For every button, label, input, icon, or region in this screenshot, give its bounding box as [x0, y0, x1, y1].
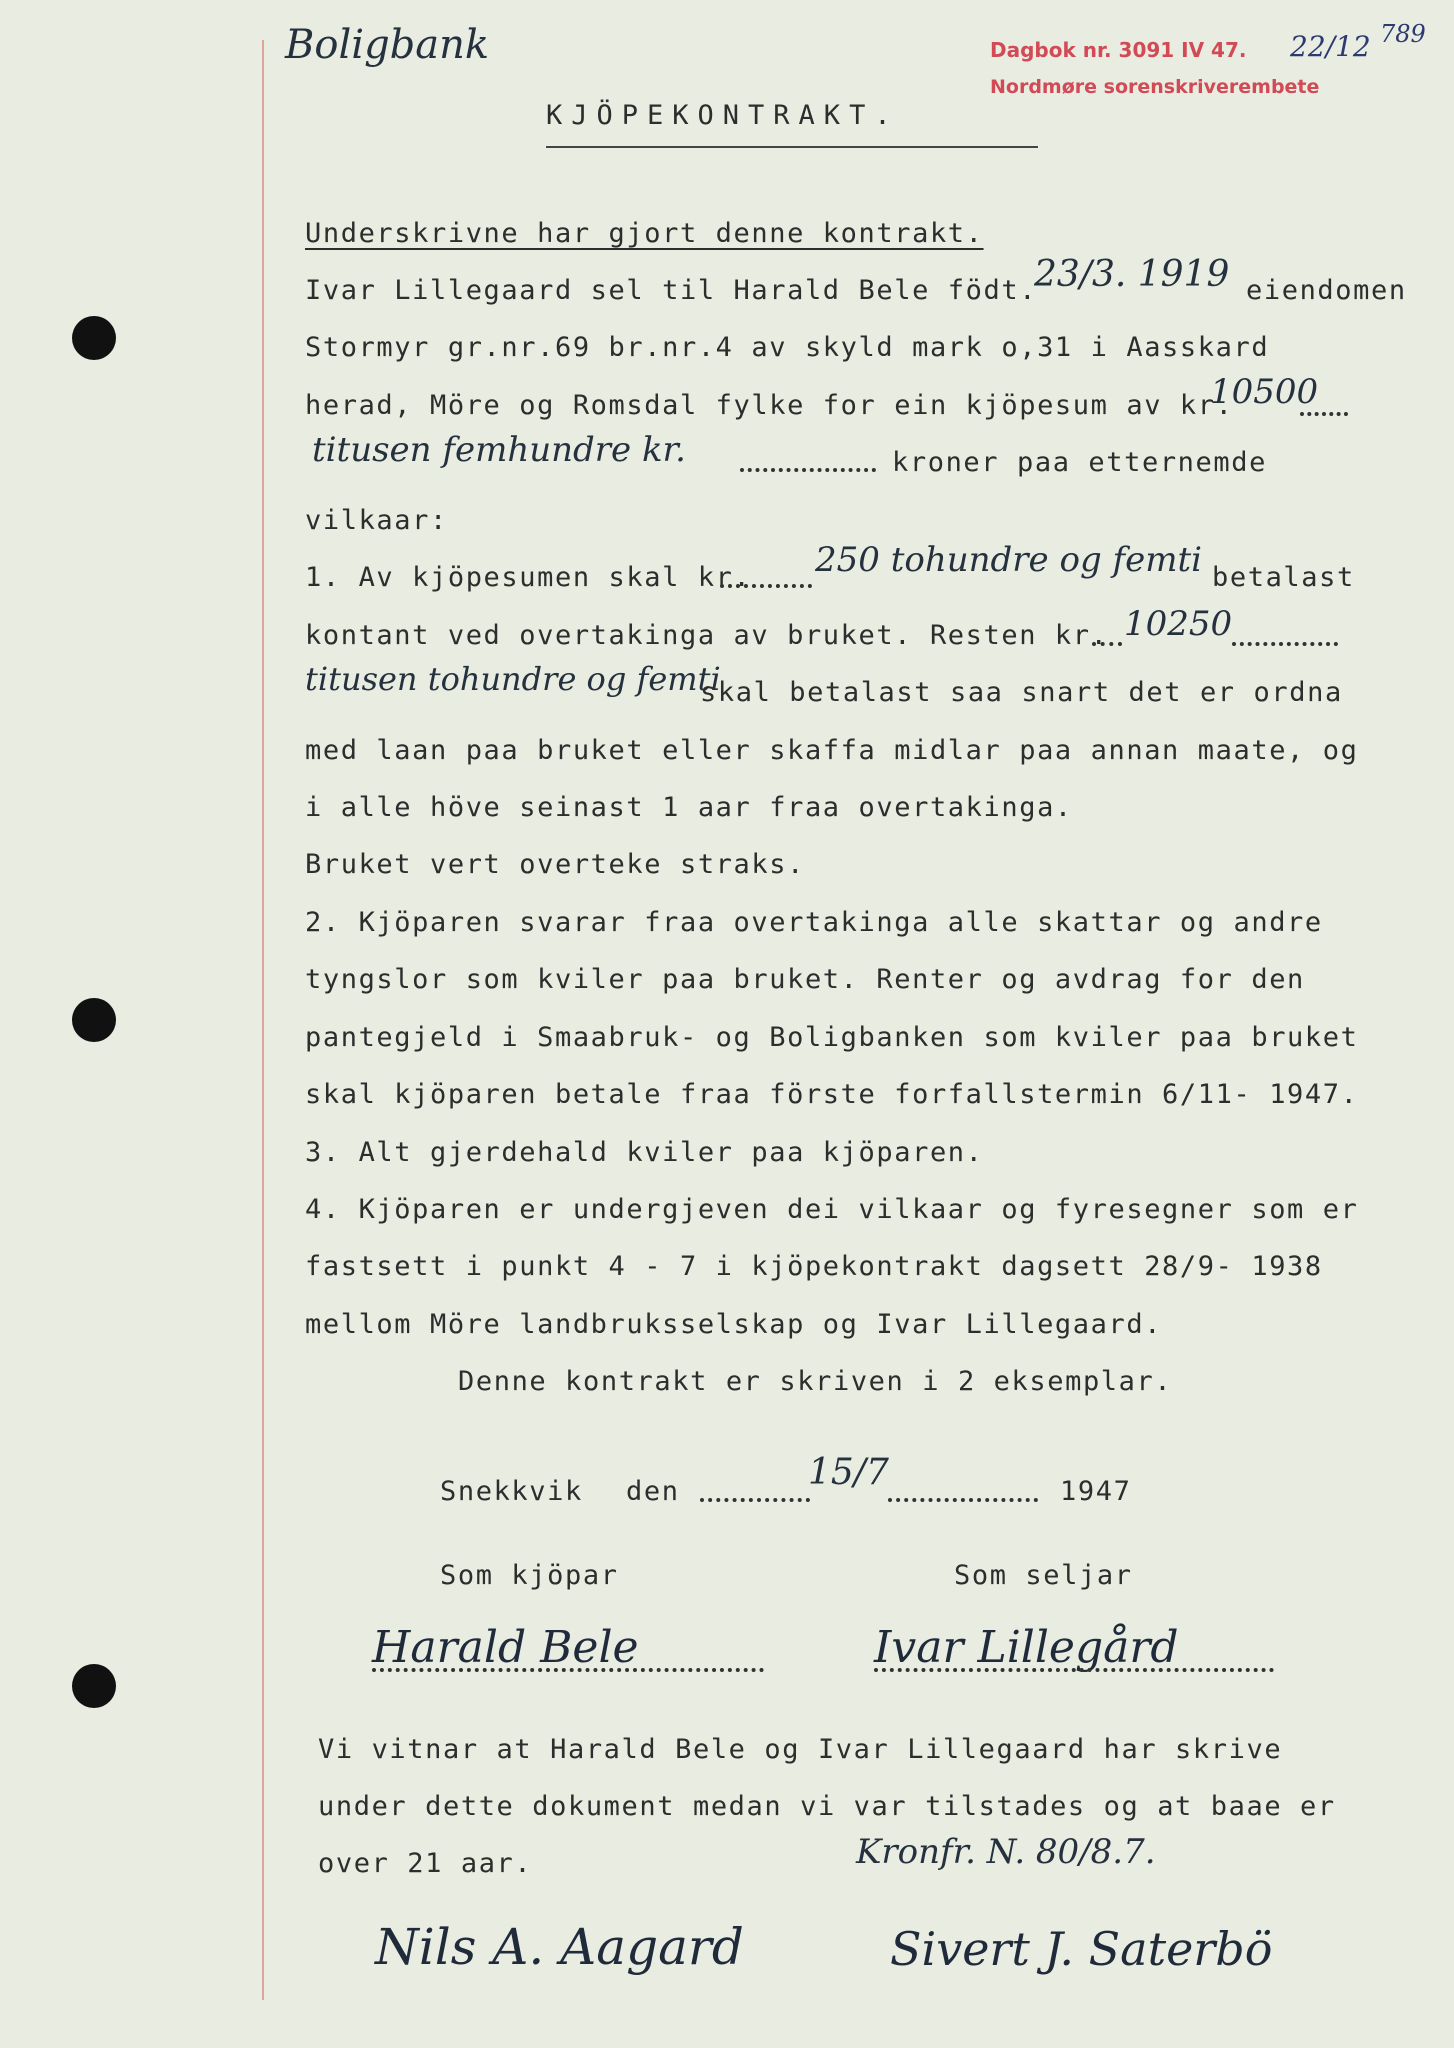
body-line-10: i alle höve seinast 1 aar fraa overtakinga. — [305, 792, 1073, 823]
handwritten-rest-words: titusen tohundre og femti — [305, 660, 721, 698]
body-line-4: kroner paa etternemde — [892, 447, 1267, 478]
witness-registration-note: Kronfr. N. 80/8.7. — [856, 1832, 1156, 1872]
handwritten-birthdate: 23/3. 1919 — [1034, 254, 1230, 295]
seller-label: Som seljar — [954, 1560, 1133, 1591]
body-line-13: tyngslor som kviler paa bruket. Renter og avdrag for den — [305, 964, 1305, 995]
buyer-signature: Harald Bele — [372, 1622, 639, 1673]
margin-rule — [262, 40, 264, 2000]
folio-number: 789 — [1380, 20, 1426, 48]
journal-stamp: Dagbok nr. 3091 IV 47. — [990, 38, 1247, 62]
handwritten-rest-digits: 10250 — [1124, 604, 1233, 644]
witness-line-3: over 21 aar. — [318, 1848, 533, 1879]
place-name: Snekkvik — [440, 1476, 583, 1507]
fill-dots — [1300, 412, 1348, 416]
body-line-20: Denne kontrakt er skriven i 2 eksemplar. — [458, 1366, 1173, 1397]
fill-dots — [740, 468, 876, 472]
body-line-6: 1. Av kjöpesumen skal kr. — [305, 562, 752, 593]
body-line-1: Ivar Lillegaard sel til Harald Bele födt. — [305, 275, 1038, 306]
document-title: KJÖPEKONTRAKT. — [546, 100, 900, 131]
body-line-2: Stormyr gr.nr.69 br.nr.4 av skyld mark o,31 i Aasskard — [305, 332, 1270, 363]
body-line-16: 3. Alt gjerdehald kviler paa kjöparen. — [305, 1137, 984, 1168]
stamp-date: 22/12 — [1290, 30, 1371, 63]
punch-hole-middle — [72, 998, 116, 1042]
court-stamp: Nordmøre sorenskriverembete — [990, 76, 1320, 98]
body-line-19: mellom Möre landbruksselskap og Ivar Lillegaard. — [305, 1309, 1163, 1340]
body-line-17: 4. Kjöparen er undergjeven dei vilkaar og fyresegner som er — [305, 1194, 1359, 1225]
date-prefix: den — [626, 1476, 680, 1507]
witness-line-1: Vi vitnar at Harald Bele og Ivar Lillegaard har skrive — [318, 1734, 1283, 1765]
body-line-3: herad, Möre og Romsdal fylke for ein kjöpesum av kr. — [305, 390, 1234, 421]
buyer-label: Som kjöpar — [440, 1560, 619, 1591]
body-line-1b: eiendomen — [1246, 275, 1407, 306]
body-line-9: med laan paa bruket eller skaffa midlar paa annan maate, og — [305, 735, 1359, 766]
body-line-8: skal betalast saa snart det er ordna — [700, 677, 1343, 708]
fill-dots — [1232, 642, 1338, 646]
body-line-11: Bruket vert overteke straks. — [305, 849, 805, 880]
witness-signature-2: Sivert J. Saterbö — [890, 1922, 1273, 1976]
fill-dots — [720, 584, 812, 588]
body-line-5: vilkaar: — [305, 505, 448, 536]
signature-line-buyer — [372, 1668, 764, 1672]
intro-line: Underskrivne har gjort denne kontrakt. — [305, 218, 984, 249]
body-line-12: 2. Kjöparen svarar fraa overtakinga alle skattar og andre — [305, 907, 1323, 938]
body-line-7: kontant ved overtakinga av bruket. Resten kr. — [305, 620, 1109, 651]
body-line-14: pantegjeld i Smaabruk- og Boligbanken som kviler paa bruket — [305, 1022, 1359, 1053]
handwritten-cash-amount: 250 tohundre og femti — [815, 540, 1202, 580]
body-line-6b: betalast — [1212, 562, 1355, 593]
fill-dots — [700, 1498, 810, 1502]
contract-year: 1947 — [1060, 1476, 1132, 1507]
handwritten-price-words: titusen femhundre kr. — [312, 430, 686, 470]
corner-note: Boligbank — [285, 22, 490, 68]
signature-line-seller — [874, 1668, 1274, 1672]
punch-hole-top — [72, 316, 116, 360]
body-line-18: fastsett i punkt 4 - 7 i kjöpekontrakt dagsett 28/9- 1938 — [305, 1251, 1323, 1282]
title-underline — [546, 146, 1038, 148]
punch-hole-bottom — [72, 1664, 116, 1708]
handwritten-price-digits: 10500 — [1210, 372, 1319, 412]
witness-line-2: under dette dokument medan vi var tilstades og at baae er — [318, 1791, 1336, 1822]
fill-dots — [888, 1498, 1038, 1502]
fill-dots — [1092, 642, 1122, 646]
handwritten-contract-date: 15/7 — [808, 1452, 889, 1493]
body-line-15: skal kjöparen betale fraa förste forfallstermin 6/11- 1947. — [305, 1079, 1359, 1110]
seller-signature: Ivar Lillegård — [874, 1622, 1179, 1673]
witness-signature-1: Nils A. Aagard — [375, 1918, 744, 1976]
